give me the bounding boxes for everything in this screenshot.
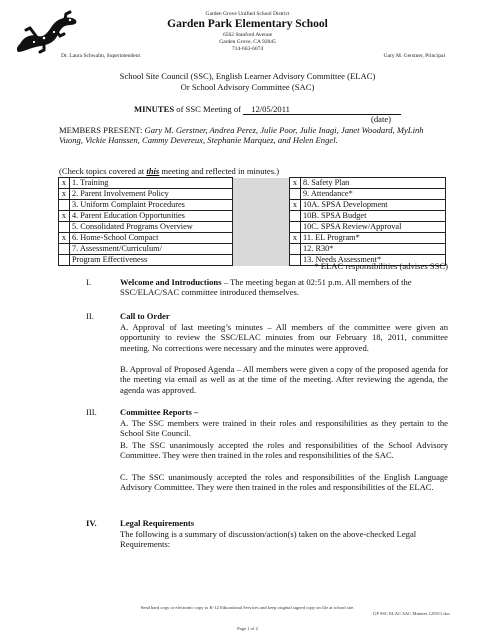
topic-label: 10B. SPSA Budget — [301, 211, 446, 222]
topics-row — [59, 178, 446, 189]
check-this: this — [146, 166, 160, 176]
section-3-item-a: A. The SSC members were trained in their roles and responsibilities as they pertain to the School Site Council. — [120, 418, 448, 439]
topic-checkmark — [290, 222, 301, 233]
section-1-body — [120, 277, 450, 298]
table-gap — [233, 178, 290, 189]
section-4-text: The following is a summary of discussion/action(s) taken on the above-checked Legal Requirements: — [120, 529, 417, 550]
topic-checkmark — [59, 244, 70, 255]
topic-checkmark: x — [290, 178, 301, 189]
topic-label: 10C. SPSA Review/Approval — [301, 222, 446, 233]
phone: 714-663-6074 — [231, 46, 264, 52]
topic-checkmark — [59, 200, 70, 211]
section-2-item-b: B. Approval of Proposed Agenda – All members were given a copy of the proposed agenda for the meeting via email as well as at the time of the meeting. After reviewing the agenda, the agenda was approved. — [120, 364, 448, 395]
meeting-date: 12/05/2011 — [243, 104, 401, 115]
address-line-1: 6562 Stanford Avenue — [222, 32, 273, 38]
topic-label: 8. Safety Plan — [301, 178, 446, 189]
topic-checkmark — [290, 211, 301, 222]
topic-label: 10A. SPSA Development — [301, 200, 446, 211]
minutes-heading — [134, 104, 401, 115]
topic-label: 6. Home-School Compact — [70, 233, 233, 244]
superintendent: Dr. Laura Schwalm, Superintendent — [61, 53, 140, 59]
topic-checkmark — [290, 244, 301, 255]
footer-note: Send hard copy or electronic copy to K-12 Educational Services and keep original signed copy on file at school site. — [140, 605, 355, 610]
topic-checkmark: x — [290, 200, 301, 211]
topic-checkmark — [290, 189, 301, 200]
table-gap — [233, 244, 290, 255]
section-1-text: – The meeting began at 02:51 p.m. All members of the SSC/ELAC/SAC committee introduced themselves. — [120, 277, 412, 298]
check-prefix: (Check topics covered at — [59, 166, 145, 176]
section-3-item-b: B. The SSC unanimously accepted the roles and responsibilities of the School Advisory Committee. They were then trained in the roles and responsibilities of the SAC. — [120, 440, 448, 461]
table-gap — [233, 200, 290, 211]
address-line-2: Garden Grove, CA 92845 — [219, 39, 276, 45]
elac-note: * ELAC responsibilities (advises SSC) — [314, 261, 448, 271]
topic-checkmark: x — [290, 233, 301, 244]
principal: Gary M. Gerstner, Principal — [383, 53, 445, 59]
topics-table — [58, 177, 446, 266]
date-caption: (date) — [371, 114, 392, 124]
council-title-line-1: School Site Council (SSC), English Learner Advisory Committee (ELAC) — [119, 71, 376, 81]
topic-label: 2. Parent Involvement Policy — [70, 189, 233, 200]
minutes-label: MINUTES — [134, 104, 175, 114]
table-gap — [233, 189, 290, 200]
members-label: MEMBERS PRESENT: — [59, 125, 143, 135]
members-present — [59, 125, 447, 146]
topic-label: 13. Needs Assessment* — [301, 255, 446, 266]
table-gap — [233, 222, 290, 233]
section-4-number: IV. — [86, 518, 97, 528]
topics-row — [59, 200, 446, 211]
check-instruction — [59, 166, 279, 176]
section-3-item-c: C. The SSC unanimously accepted the roles and responsibilities of the English Language Advisory Committee. They were then trained in the roles and responsibilities of the ELAC. — [120, 472, 448, 493]
topic-label: 12. R30* — [301, 244, 446, 255]
topic-label: 3. Uniform Complaint Procedures — [70, 200, 233, 211]
council-title-line-2: Or School Advisory Committee (SAC) — [180, 82, 315, 92]
topic-checkmark: x — [59, 233, 70, 244]
topic-label: 4. Parent Education Opportunities — [70, 211, 233, 222]
topic-label: 7. Assessment/Curriculum/ — [70, 244, 233, 255]
topics-row — [59, 222, 446, 233]
section-4-heading: Legal Requirements — [120, 518, 195, 528]
members-names: Gary M. Gerstner, Andrea Perez, Julie Poor, Julie Inagi, Janet Woodard, MyLinh Vuong, Vickie Hanssen, Cammy Devereux, Stephanie Marquez, and Helen Engel. — [59, 125, 424, 146]
table-gap — [233, 233, 290, 244]
section-3-heading: Committee Reports – — [120, 407, 199, 417]
table-gap — [233, 211, 290, 222]
topic-checkmark: x — [59, 211, 70, 222]
minutes-text: of SSC Meeting of — [176, 104, 241, 114]
section-1-heading: Welcome and Introductions — [120, 277, 222, 287]
topic-checkmark — [59, 255, 70, 266]
district-name: Garden Grove Unified School District — [205, 11, 290, 17]
table-gap — [233, 255, 290, 266]
topic-checkmark: x — [59, 178, 70, 189]
topic-checkmark — [59, 222, 70, 233]
topics-row — [59, 211, 446, 222]
section-1-number: I. — [86, 277, 92, 287]
topics-row — [59, 189, 446, 200]
topic-label: 11. EL Program* — [301, 233, 446, 244]
topics-row — [59, 233, 446, 244]
topic-label: 5. Consolidated Programs Overview — [70, 222, 233, 233]
topics-row — [59, 244, 446, 255]
topic-label: 9. Attendance* — [301, 189, 446, 200]
footer-page: Page 1 of 2 — [237, 626, 258, 631]
section-2-heading: Call to Order — [120, 311, 170, 321]
topic-label: 1. Training — [70, 178, 233, 189]
school-name: Garden Park Elementary School — [167, 18, 328, 30]
section-3-number: III. — [86, 407, 97, 417]
topic-checkmark: x — [59, 189, 70, 200]
footer-file: GP SSC ELAC SAC Minutes 120511.doc — [373, 611, 450, 616]
section-2-number: II. — [86, 311, 94, 321]
topic-label: Program Effectiveness — [70, 255, 233, 266]
check-suffix: meeting and reflected in minutes.) — [161, 166, 280, 176]
section-2-item-a: A. Approval of last meeting’s minutes – All members of the committee were given an opportunity to review the SSC/ELAC minutes from our February 18, 2011, committee meeting. No corrections were necessary and the minutes were approved. — [120, 322, 448, 353]
